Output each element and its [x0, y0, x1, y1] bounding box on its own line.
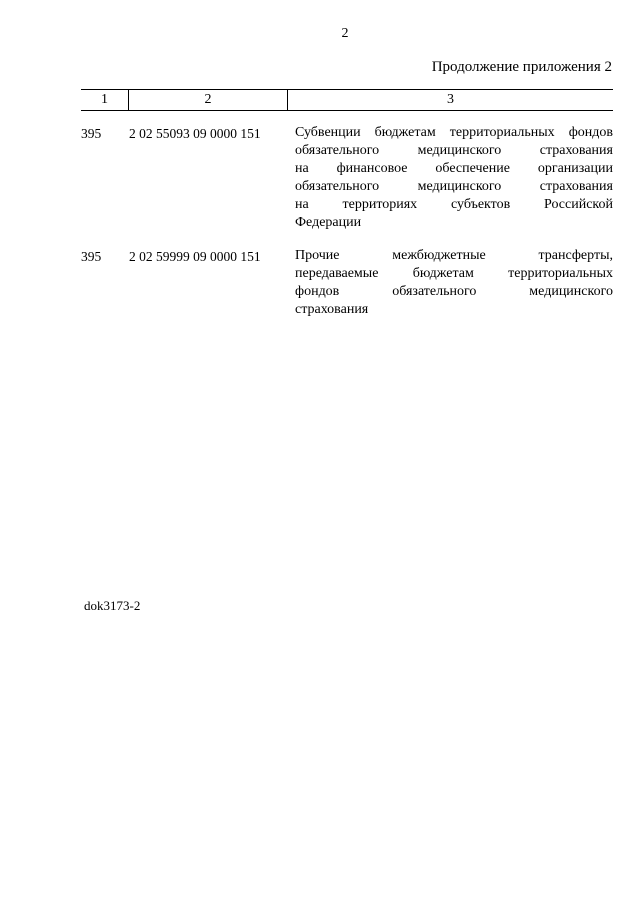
document-id-footer: dok3173-2	[84, 598, 141, 613]
description-line: Прочие межбюджетные трансферты,	[295, 248, 613, 263]
description-line: на территориях субъектов Российской	[295, 197, 613, 212]
row-description	[295, 247, 613, 319]
table-header	[81, 89, 613, 111]
description-line: обязательного медицинского страхования	[295, 143, 613, 158]
description-line: страхования	[295, 302, 369, 317]
description-line: Субвенции бюджетам территориальных фондов	[295, 125, 613, 140]
description-line: обязательного медицинского страхования	[295, 179, 613, 194]
header-col-2: 2	[204, 92, 212, 107]
row-budget-code: 2 02 59999 09 0000 151	[129, 249, 261, 264]
table-row	[81, 247, 613, 322]
description-line: Федерации	[295, 215, 362, 230]
page-number: 2	[341, 26, 349, 41]
header-col-3: 3	[447, 92, 454, 107]
row-budget-code: 2 02 55093 09 0000 151	[129, 126, 261, 141]
row-admin-code: 395	[81, 126, 102, 141]
row-description	[295, 124, 613, 232]
table-row	[81, 124, 613, 234]
description-line: на финансовое обеспечение организации	[295, 161, 613, 176]
description-line: фондов обязательного медицинского	[295, 284, 613, 299]
continuation-label: Продолжение приложения 2	[431, 59, 612, 75]
header-col-1: 1	[101, 92, 108, 107]
row-admin-code: 395	[81, 249, 102, 264]
description-line: передаваемые бюджетам территориальных	[295, 266, 613, 281]
